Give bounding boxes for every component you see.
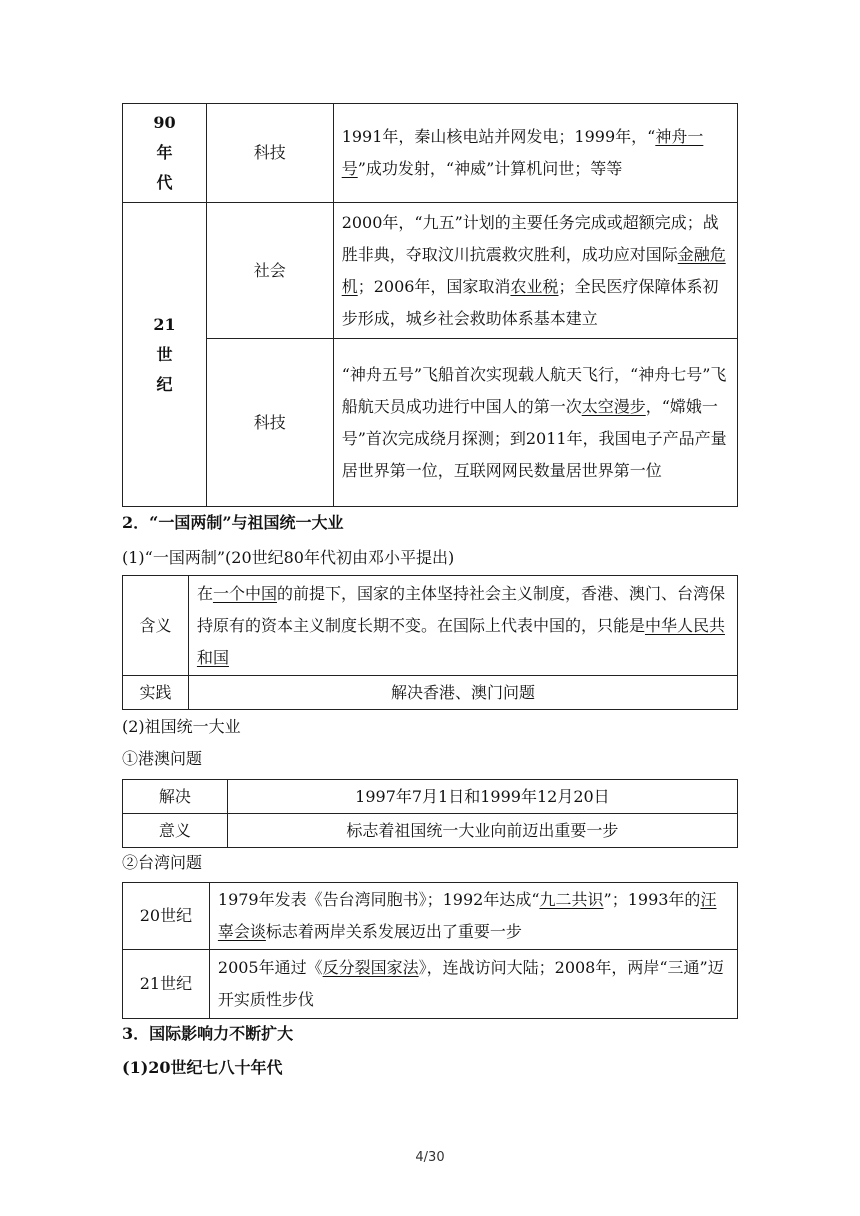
underlined-term: 中华人民共和国 [196, 615, 725, 667]
row-label: 意义 [123, 814, 228, 848]
content-cell [333, 339, 737, 507]
table-row [123, 814, 738, 848]
table-row [123, 780, 738, 814]
one-country-two-systems-table [122, 575, 738, 710]
content-text: 1991年，秦山核电站并网发电；1999年，“ [341, 127, 656, 146]
period-cell [123, 104, 207, 203]
period-char: 21 [153, 314, 176, 334]
content-cell: 1997年7月1日和1999年12月20日 [227, 780, 737, 814]
content-text: 1979年发表《告台湾同胞书》；1992年达成“ [217, 890, 540, 909]
row-label: 21世纪 [123, 950, 210, 1019]
development-table [122, 103, 738, 507]
content-text: 在 [196, 583, 213, 603]
content-text: ；全民医疗保障体系初步形成，城乡社会救助体系基本建立 [341, 276, 719, 328]
underlined-term: 一个中国 [212, 583, 277, 603]
content-text: 的前提下，国家的主体坚持社会主义制度，香港、澳门、台湾保持原有的资本主义制度长期不变。在国际上代表中国的，只能是 [196, 583, 725, 635]
underlined-term: 反分裂国家法 [322, 958, 419, 977]
subheading: (1)“一国两制”(20世纪80年代初由邓小平提出) [122, 548, 455, 567]
category-cell: 科技 [206, 339, 333, 507]
content-text: ，“嫦娥一号”首次完成绕月探测；到2011年，我国电子产品产量居世界第一位，互联网网民数量居世界第一位 [341, 396, 727, 480]
underlined-term: 金融危机 [341, 244, 726, 296]
content-cell [209, 883, 737, 950]
content-text: 标志着两岸关系发展迈出了重要一步 [265, 922, 522, 941]
hk-macau-table [122, 779, 738, 848]
period-char: 纪 [156, 374, 173, 394]
content-text: ；2006年，国家取消 [357, 276, 511, 296]
section-heading: 3．国际影响力不断扩大 [122, 1024, 294, 1043]
content-text: 》，连战访问大陆；2008年，两岸“三通”迈开实质性步伐 [217, 958, 724, 1009]
page-number: 4/30 [415, 1150, 445, 1165]
period-char: 代 [156, 173, 173, 192]
content-cell: 解决香港、澳门问题 [188, 676, 737, 710]
content-text: 2000年，“九五”计划的主要任务完成或超额完成；战胜非典，夺取汶川抗震救灾胜利，成功应对国际 [341, 212, 719, 264]
table-row [123, 339, 738, 507]
subheading: (2)祖国统一大业 [122, 717, 241, 736]
subheading: ①港澳问题 [122, 749, 203, 768]
row-label: 含义 [123, 576, 189, 676]
table-row [123, 203, 738, 339]
underlined-term: 神舟一号 [341, 127, 704, 178]
underlined-term: 农业税 [510, 276, 559, 296]
table-row [123, 104, 738, 203]
content-cell [333, 104, 737, 203]
content-text: ”；1993年的 [603, 890, 701, 909]
period-char: 世 [156, 344, 173, 364]
period-char: 年 [156, 143, 173, 162]
subheading: (1)20世纪七八十年代 [122, 1058, 283, 1077]
taiwan-table [122, 882, 738, 1019]
subheading: ②台湾问题 [122, 853, 203, 872]
table-row [123, 676, 738, 710]
row-label: 实践 [123, 676, 189, 710]
content-text: 2005年通过《 [217, 958, 323, 977]
category-cell: 社会 [206, 203, 333, 339]
underlined-term: 九二共识 [539, 890, 604, 909]
content-text: ”成功发射，“神威”计算机问世；等等 [357, 159, 623, 178]
row-label: 解决 [123, 780, 228, 814]
section-heading: 2．“一国两制”与祖国统一大业 [122, 513, 344, 532]
row-label: 20世纪 [123, 883, 210, 950]
content-text: “神舟五号”飞船首次实现载人航天飞行，“神舟七号”飞船航天员成功进行中国人的第一次 [341, 364, 727, 416]
content-cell [333, 203, 737, 339]
table-row [123, 950, 738, 1019]
content-cell [188, 576, 737, 676]
category-cell: 科技 [206, 104, 333, 203]
table-row [123, 576, 738, 676]
period-cell [123, 203, 207, 507]
underlined-term: 汪辜会谈 [217, 890, 717, 941]
content-cell [209, 950, 737, 1019]
table-row [123, 883, 738, 950]
period-char: 90 [153, 113, 176, 132]
underlined-term: 太空漫步 [581, 396, 646, 416]
content-cell: 标志着祖国统一大业向前迈出重要一步 [227, 814, 737, 848]
